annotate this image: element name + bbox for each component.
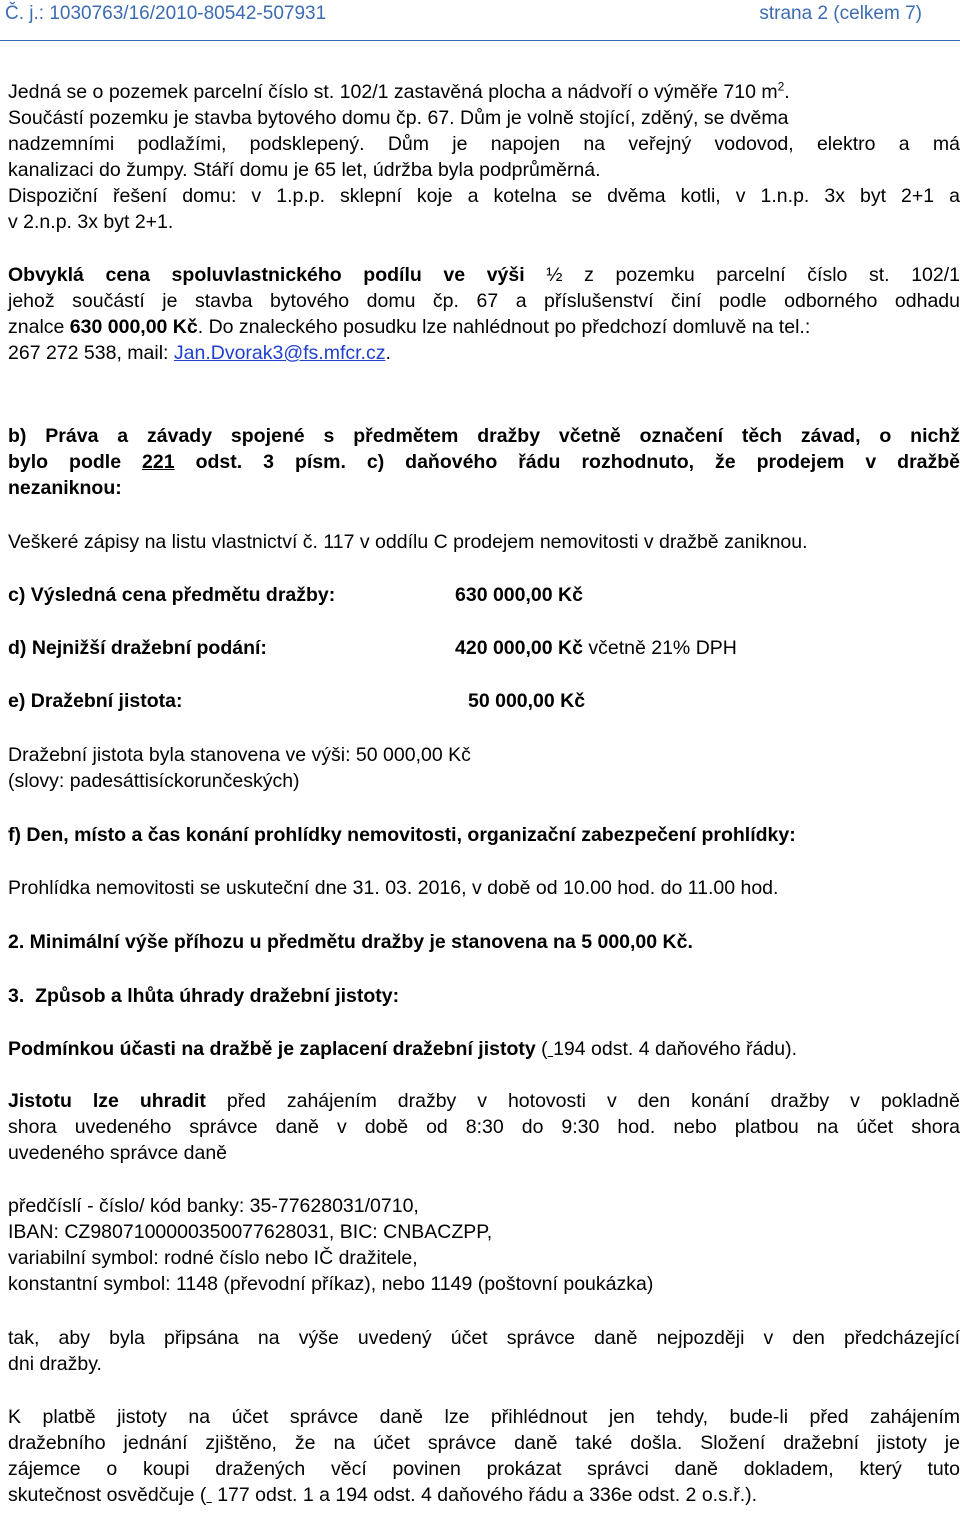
- property-text-line-3: nadzemními podlažími, podsklepený. Dům je napojen na veřejný vodovod, elektro a má: [8, 133, 960, 155]
- appraised-value: 630 000,00 Kč: [69, 316, 198, 338]
- crediting-text-line-4: skutečnost osvědčuje ( 177 odst. 1 a 194 odst. 4 daňového řádu a 336e odst. 2 o.s.ř.).: [8, 1484, 758, 1506]
- deposit-note-line-2: (slovy: padesáttisíckorunčeských): [8, 770, 300, 792]
- property-text-line-1: Jedná se o pozemek parcelní číslo st. 102/1 zastavěná plocha a nádvoří o výměře 710 $m^2$.: [8, 79, 790, 103]
- page-indicator: strana 2 (celkem 7): [759, 3, 922, 24]
- property-text-line-4: kanalizaci do žumpy. Stáří domu je 65 let, údržba byla podprůměrná.: [8, 159, 601, 181]
- bank-iban-line: IBAN: CZ9807100000350077628031, BIC: CNBACZPP,: [8, 1221, 493, 1243]
- contact-email-link[interactable]: Jan.Dvorak3@fs.mfcr.cz: [173, 342, 386, 364]
- deadline-text-line-2: dni dražby.: [8, 1353, 102, 1375]
- price-text-line-2: jehož součástí je stavba bytového domu čp. 67 a příslušenství činí podle odborného odhadu: [8, 290, 960, 312]
- bank-constant-symbol-line: konstantní symbol: 1148 (převodní příkaz), nebo 1149 (poštovní poukázka): [8, 1273, 654, 1295]
- section-c-label: c) Výsledná cena předmětu dražby:: [8, 584, 336, 606]
- page-header: [5, 3, 922, 29]
- payment-text-line-3: uvedeného správce daně: [8, 1142, 228, 1164]
- section-3-heading: 3. Způsob a lhůta úhrady dražební jistoty:: [8, 985, 400, 1007]
- section-f-heading: f) Den, místo a čas konání prohlídky nemovitosti, organizační zabezpečení prohlídky:: [8, 824, 796, 846]
- property-text-line-2: Součástí pozemku je stavba bytového domu čp. 67. Dům je volně stojící, zděný, se dvěma: [8, 107, 789, 129]
- deadline-text-line-1: tak, aby byla připsána na výše uvedený účet správce daně nejpozději v den předcházející: [8, 1327, 960, 1349]
- section-c-value: 630 000,00 Kč: [455, 584, 583, 606]
- price-text-line-4: 267 272 538, mail: Jan.Dvorak3@fs.mfcr.cz.: [8, 342, 391, 364]
- property-text-line-6: v 2.n.p. 3x byt 2+1.: [8, 211, 174, 233]
- deposit-note-line-1: Dražební jistota byla stanovena ve výši: 50 000,00 Kč: [8, 744, 471, 766]
- bank-account-line: předčíslí - číslo/ kód banky: 35-77628031/0710,: [8, 1195, 419, 1217]
- deposit-condition: Podmínkou účasti na dražbě je zaplacení dražební jistoty ( 194 odst. 4 daňového řádu).: [8, 1038, 797, 1060]
- section-2-heading: 2. Minimální výše příhozu u předmětu dražby je stanovena na 5 000,00 Kč.: [8, 931, 693, 953]
- price-text-line-1: Obvyklá cena spoluvlastnického podílu ve výši ½ z pozemku parcelní číslo st. 102/1: [8, 264, 960, 286]
- payment-text-line-2: shora uvedeného správce daně v době od 8:30 do 9:30 hod. nebo platbou na účet shora: [8, 1116, 960, 1138]
- section-d-value: 420 000,00 Kč včetně 21% DPH: [455, 637, 737, 659]
- payment-text-line-1: Jistotu lze uhradit před zahájením dražby v hotovosti v den konání dražby v pokladně: [8, 1090, 960, 1112]
- section-e-label: e) Dražební jistota:: [8, 690, 183, 712]
- section-b-heading-line-1: b) Práva a závady spojené s předmětem dražby včetně označení těch závad, o nichž: [8, 425, 960, 447]
- header-rule: [0, 40, 960, 41]
- property-text-line-5: Dispoziční řešení domu: v 1.p.p. sklepní koje a kotelna se dvěma kotli, v 1.n.p. 3x byt 2+1 a: [8, 185, 960, 207]
- reference-number: Č. j.: 1030763/16/2010-80542-507931: [5, 3, 327, 24]
- bank-variable-symbol-line: variabilní symbol: rodné číslo nebo IČ dražitele,: [8, 1247, 418, 1269]
- section-e-value: 50 000,00 Kč: [468, 690, 586, 712]
- crediting-text-line-2: dražebního jednání zjištěno, že na účet správce daně také došla. Složení dražební jistoty je: [8, 1432, 960, 1454]
- price-text-line-3: znalce 630 000,00 Kč. Do znaleckého posudku lze nahlédnout po předchozí domluvě na tel.:: [8, 316, 811, 338]
- section-d-label: d) Nejnižší dražební podání:: [8, 637, 267, 659]
- section-f-text: Prohlídka nemovitosti se uskuteční dne 31. 03. 2016, v době od 10.00 hod. do 11.00 hod.: [8, 877, 779, 899]
- section-b-heading-line-2: bylo podle 221 odst. 3 písm. c) daňového řádu rozhodnuto, že prodejem v dražbě: [8, 451, 960, 473]
- crediting-text-line-3: zájemce o koupi dražených věcí povinen prokázat správci daně dokladem, který tuto: [8, 1458, 960, 1480]
- section-b-heading-line-3: nezaniknou:: [8, 477, 122, 499]
- section-b-text: Veškeré zápisy na listu vlastnictví č. 117 v oddílu C prodejem nemovitosti v dražbě zaniknou.: [8, 531, 808, 553]
- crediting-text-line-1: K platbě jistoty na účet správce daně lze přihlédnout jen tehdy, bude-li před zahájením: [8, 1406, 960, 1428]
